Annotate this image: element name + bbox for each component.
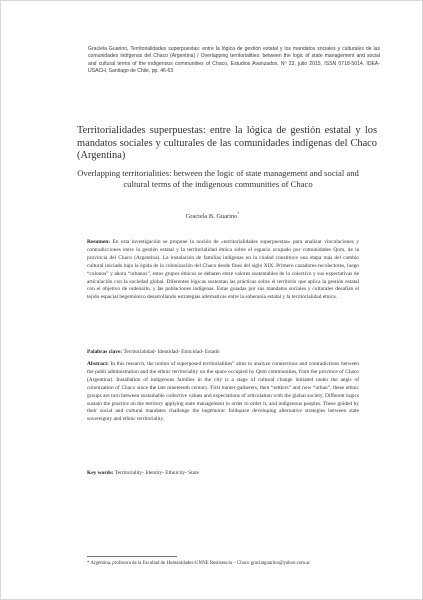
- author-footnote-mark: *: [237, 211, 240, 216]
- footnote: * Argentina, profesora de la Facultad de Humanidades-UNNE Resistencia – Chaco graciatguarino@yahoo.com.ar: [87, 561, 311, 566]
- resumen-paragraph: [87, 239, 359, 302]
- keywords-line: [87, 470, 359, 477]
- citation-header: Graciela Guarino, Territorialidades superpuestas: entre la lógica de gestión estatal y los mandatos sociales y culturales de las comunidades indígenas del Chaco (Argentina) / Overlapping territorialities: between the logic of state management and social and cultural terms of the indigenous communities of Chaco, Estudios Avanzados, Nº 23, julio 2015, ISSN 0718-5014, IDEA-USACH, Santiago de Chile, pp. 46-63: [88, 46, 380, 75]
- keywords-text: Territoriality- Identity- Ethnicity- State: [113, 470, 199, 476]
- resumen-label: Resumen:: [87, 239, 111, 245]
- resumen-text: En esta investigación se propone la noción de «territorialidades superpuestas» para analizar vinculaciones y contradicciones entre la gestión estatal y la territorialidad étnica sobre el espacio ocupado por comunidades Qom, de la provincia del Chaco (Argentina). La instalación de familias indígenas en la ciudad constituye una etapa más del cambio cultural iniciado bajo la égida de la colonización del Chaco desde fines del siglo XIX. Primero cazadores-recolectores, luego “colonos” y ahora “urbanos”, estos grupos étnicos se debaten entre valores sustentables de lo colectivo y sus expectativas de articulación con la sociedad global. Diferentes lógicas sustentan las prácticas sobre el territorio que aplica la gestión estatal con el objetivo de ordenarlo, y las poblaciones indígenas. Estas guiadas por sus mandatos sociales y culturales desafían el tejido espacial hegemónico desarrollando estrategias alternativas entre la soberanía estatal y la territorialidad étnica.: [87, 239, 359, 301]
- abstract-text: In this research, the notion of superposed territorialities” aims to analyze connections and contradictions between the publi administration and the ethnic territoriality on the space occupied by Qom communities, from the province of Chaco (Argentina). Installation of indigenous families in the city is a stage of cultural change initiated under the aegis of colonization of Chaco since the late nineteenth century. First hunter-gatherers, then “settlers” and now “urban”, these ethnic groups are torn between sustainable collective values and expectations of articulation with the global society. Different logics sustain the practice on the territory applying state management in order to order it, and indigenous peoples. These guided by their social and cultural mandates challenge the hegemonic foldspace developing alternative strategies between state sovereignty and ethnic territoriality.: [87, 361, 359, 423]
- title-spanish: Territorialidades superpuestas: entre la lógica de gestión estatal y los mandatos sociales y culturales de las comunidades indígenas del Chaco (Argentina): [77, 125, 377, 162]
- palabras-clave-text: Territorialidad- Identidad- Etnicidad- Estado: [122, 349, 220, 355]
- abstract-label: Abstract:: [87, 361, 109, 367]
- author-name: Graciela B. Guarino: [185, 213, 238, 221]
- palabras-clave-label: Palabras clave:: [87, 349, 123, 355]
- author-line: [1, 211, 423, 220]
- abstract-paragraph: [87, 361, 359, 424]
- keywords-label: Key words:: [87, 470, 114, 476]
- footnote-divider: [87, 556, 177, 557]
- title-english: Overlapping territorialities: between the logic of state management and social and cultural terms of the indigenous communities of Chaco: [77, 168, 359, 189]
- palabras-clave-line: [87, 349, 359, 356]
